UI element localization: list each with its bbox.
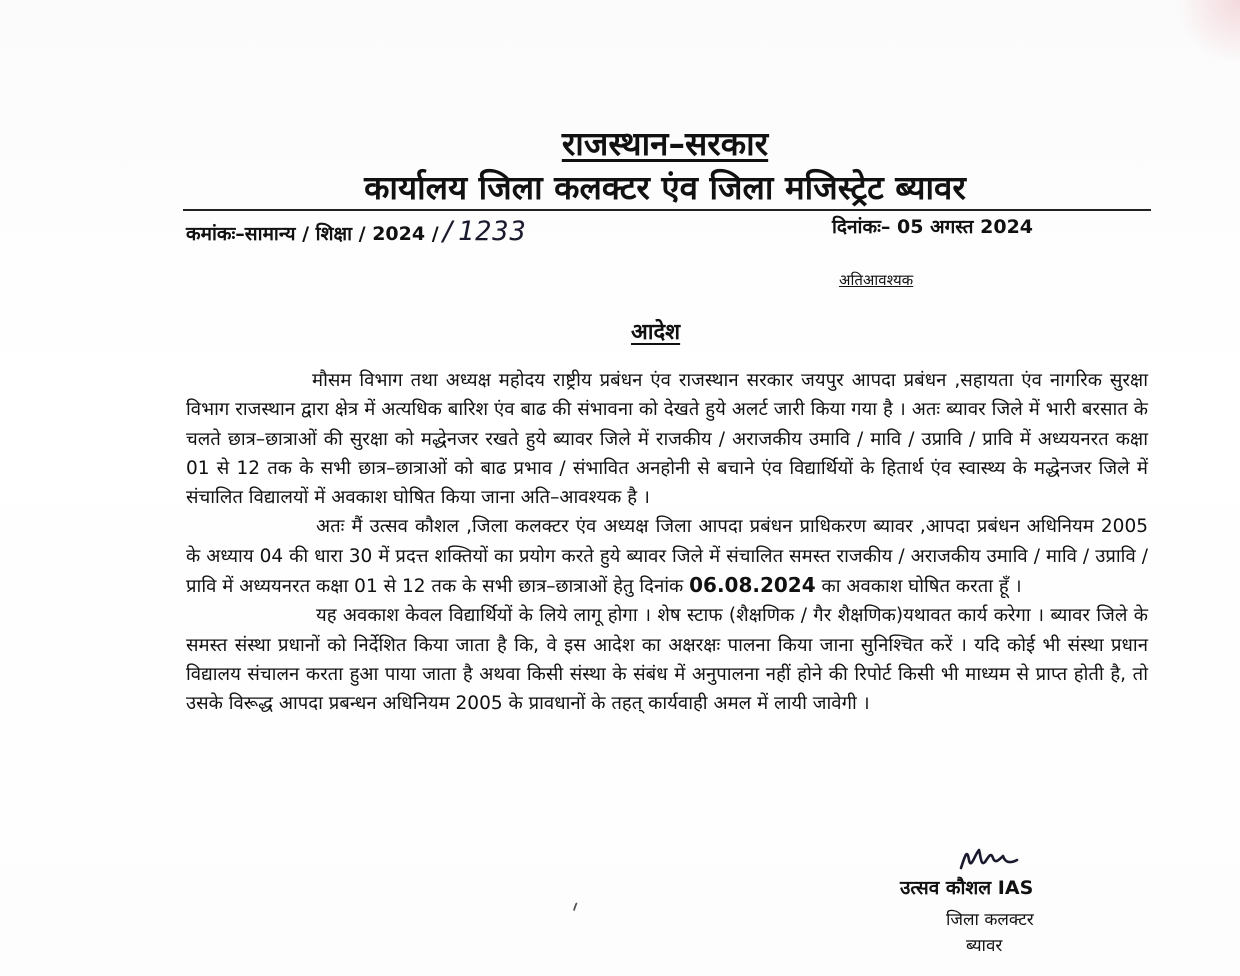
reference-line	[186, 216, 527, 247]
paragraph-declaration	[186, 512, 1148, 601]
reference-number-handwritten: /1233	[440, 216, 527, 247]
declaration-text: अतः मैं उत्सव कौशल ,जिला कलक्टर एंव अध्यक्ष जिला आपदा प्रबंधन प्राधिकरण ब्यावर ,आपदा प्रबंधन अधिनियम 2005 के अध्याय 04 की धारा 30 में प्रदत्त शक्तियों का प्रयोग करते हुये ब्यावर जिले में संचालित समस्त राजकीय / अराजकीय उमावि / मावि / उप्रावि / प्रावि में अध्ययनरत कक्षा 01 से 12 तक के सभी छात्र–छात्राओं हेतु दिनांक	[186, 516, 1148, 598]
paper-corner-tint	[1170, 0, 1240, 60]
signatory-place: ब्यावर	[966, 936, 1003, 956]
reference-label: कमांकः–सामान्य / शिक्षा / 2024 /	[186, 223, 439, 245]
paragraph-instructions: यह अवकाश केवल विद्यार्थियों के लिये लागू होगा । शेष स्टाफ (शैक्षणिक / गैर शैक्षणिक)यथावत कार्य करेगा । ब्यावर जिले के समस्त संस्था प्रधानों को निर्देशित किया जाता है कि, वे इस आदेश का अक्षरक्षः पालना किया जाना सुनिश्चित करें । यदि कोई भी संस्था प्रधान विद्यालय संचालन करता हुआ पाया जाता है अथवा किसी संस्था के संबंध में अनुपालना नहीं होने की रिपोर्ट किसी भी माध्यम से प्राप्त होती है, तो उसके विरूद्ध आपदा प्रबन्धन अधिनियम 2005 के प्रावधानों के तहत् कार्यवाही अमल में लायी जावेगी ।	[186, 605, 1148, 715]
order-date: दिनांकः– 05 अगस्त 2024	[832, 216, 1034, 238]
holiday-date: 06.08.2024	[689, 573, 816, 598]
office-heading: कार्यालय जिला कलक्टर एंव जिला मजिस्ट्रेट ब्यावर	[364, 168, 966, 207]
signatory-name: उत्सव कौशल IAS	[900, 877, 1034, 899]
handwritten-signature	[957, 838, 1027, 878]
order-body	[186, 366, 1148, 719]
header-divider	[183, 209, 1151, 211]
declaration-closing: का अवकाश घोषित करता हूँ ।	[821, 576, 1022, 598]
scan-mark	[573, 902, 583, 913]
government-heading: राजस्थान–सरकार	[561, 124, 769, 163]
signatory-designation: जिला कलक्टर	[946, 910, 1034, 930]
order-title: आदेश	[631, 320, 681, 345]
urgency-label: अतिआवश्यक	[839, 271, 914, 289]
paragraph-alert: मौसम विभाग तथा अध्यक्ष महोदय राष्ट्रीय प्रबंधन एंव राजस्थान सरकार जयपुर आपदा प्रबंधन ,सहायता एंव नागरिक सुरक्षा विभाग राजस्थान द्वारा क्षेत्र में अत्यधिक बारिश एंव बाढ की संभावना को देखते हुये अलर्ट जारी किया गया है । अतः ब्यावर जिले में भारी बरसात के चलते छात्र–छात्राओं की सुरक्षा को मद्धेनजर रखते हुये ब्यावर जिले में राजकीय / अराजकीय उमावि / मावि / उप्रावि / प्रावि में अध्ययनरत कक्षा 01 से 12 तक के सभी छात्र–छात्राओं को बाढ प्रभाव / संभावित अनहोनी से बचाने एंव विद्यार्थियों के हितार्थ एंव स्वास्थ्य के मद्धेनजर जिले में संचालित विद्यालयों में अवकाश घोषित किया जाना अति–आवश्यक है ।	[186, 370, 1148, 509]
